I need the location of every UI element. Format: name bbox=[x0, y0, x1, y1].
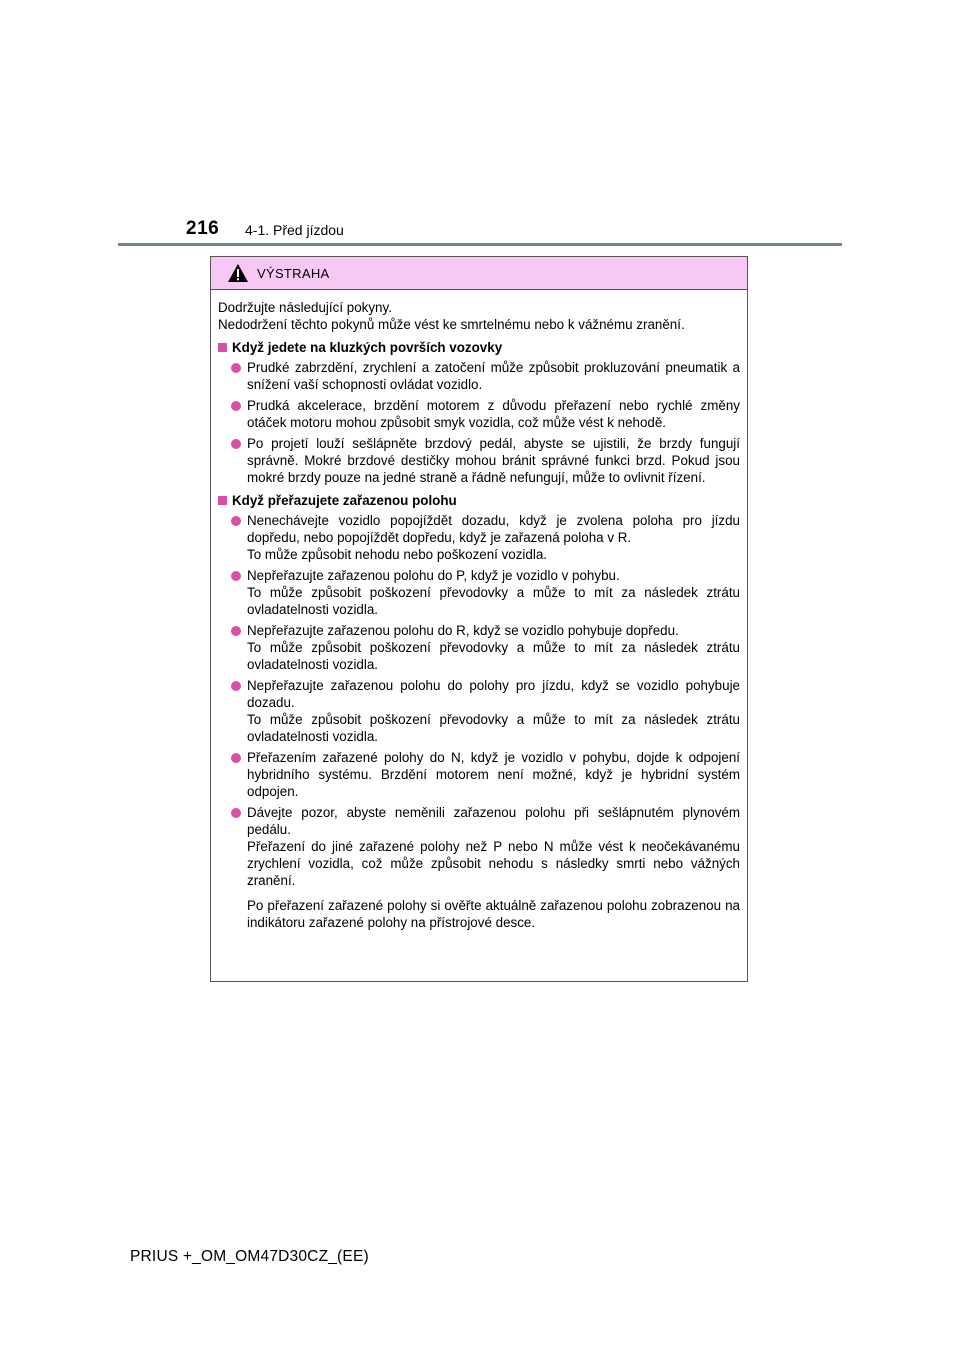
paragraph: To může způsobit poškození převodovky a může to mít za následek ztrátu ovladatelnosti vozidla. bbox=[247, 585, 740, 617]
warning-box bbox=[210, 256, 748, 982]
section-heading bbox=[218, 339, 740, 356]
list-item bbox=[231, 804, 740, 889]
list-item-text bbox=[247, 397, 740, 431]
paragraph: Nenechávejte vozidlo popojíždět dozadu, když je zvolena poloha pro jízdu dopředu, nebo popojíždět dopředu, když je zařazená poloha v R. bbox=[247, 513, 740, 545]
intro-line: Dodržujte následující pokyny. bbox=[218, 300, 392, 315]
list-item-text bbox=[247, 435, 740, 486]
paragraph: Dávejte pozor, abyste neměnili zařazenou polohu při sešlápnutém plynovém pedálu. bbox=[247, 805, 740, 837]
dot-bullet-icon bbox=[231, 439, 241, 449]
paragraph: Nepřeřazujte zařazenou polohu do polohy pro jízdu, když se vozidlo pohybuje dozadu. bbox=[247, 678, 740, 710]
header-rule bbox=[118, 243, 842, 246]
list-item-text bbox=[247, 749, 740, 800]
section-heading-text: Když jedete na kluzkých površích vozovky bbox=[232, 340, 503, 355]
paragraph: Po projetí louží sešlápněte brzdový pedál, abyste se ujistili, že brzdy fungují správně. Mokré brzdové destičky mohou bránit správné funkci brzd. Pokud jsou mokré brzdy pouze na jedné straně a řádně nefungují, může to ovlivnit řízení. bbox=[247, 436, 740, 485]
list-item bbox=[231, 435, 740, 486]
dot-bullet-icon bbox=[231, 363, 241, 373]
list-item-text bbox=[247, 567, 740, 618]
square-bullet-icon bbox=[218, 343, 227, 352]
dot-bullet-icon bbox=[231, 681, 241, 691]
list-item bbox=[231, 677, 740, 745]
footer-document-code: PRIUS +_OM_OM47D30CZ_(EE) bbox=[130, 1248, 369, 1265]
dot-bullet-icon bbox=[231, 401, 241, 411]
list-item bbox=[231, 397, 740, 431]
list-item bbox=[231, 512, 740, 563]
dot-bullet-icon bbox=[231, 571, 241, 581]
paragraph: Nepřeřazujte zařazenou polohu do R, když se vozidlo pohybuje dopředu. bbox=[247, 623, 679, 638]
list-item bbox=[231, 359, 740, 393]
section-heading bbox=[218, 492, 740, 509]
list-item-text bbox=[247, 804, 740, 889]
warning-intro bbox=[218, 299, 740, 333]
section-heading-text: Když přeřazujete zařazenou polohu bbox=[232, 493, 457, 508]
extra-paragraph: Po přeřazení zařazené polohy si ověřte aktuálně zařazenou polohu zobrazenou na indikátoru zařazené polohy na přístrojové desce. bbox=[247, 898, 740, 930]
warning-body bbox=[211, 290, 747, 931]
paragraph: Přeřazením zařazené polohy do N, když je vozidlo v pohybu, dojde k odpojení hybridního systému. Brzdění motorem není možné, když je hybridní systém odpojen. bbox=[247, 750, 740, 799]
section-title: 4-1. Před jízdou bbox=[245, 222, 344, 238]
paragraph: To může způsobit nehodu nebo poškození vozidla. bbox=[247, 547, 548, 562]
dot-bullet-icon bbox=[231, 626, 241, 636]
list-item-text bbox=[247, 622, 740, 673]
intro-line: Nedodržení těchto pokynů může vést ke smrtelnému nebo k vážnému zranění. bbox=[218, 317, 685, 332]
square-bullet-icon bbox=[218, 496, 227, 505]
warning-title: VÝSTRAHA bbox=[257, 265, 330, 281]
dot-bullet-icon bbox=[231, 753, 241, 763]
paragraph: Prudké zabrzdění, zrychlení a zatočení může způsobit prokluzování pneumatik a snížení vaší schopnosti ovládat vozidlo. bbox=[247, 360, 740, 392]
paragraph: To může způsobit poškození převodovky a může to mít za následek ztrátu ovladatelnosti vozidla. bbox=[247, 640, 740, 672]
list-item bbox=[231, 749, 740, 800]
list-item-text bbox=[247, 359, 740, 393]
list-item-text bbox=[247, 512, 740, 563]
warning-header bbox=[211, 257, 747, 290]
dot-bullet-icon bbox=[231, 808, 241, 818]
warning-triangle-icon bbox=[227, 263, 249, 283]
paragraph: Nepřeřazujte zařazenou polohu do P, když je vozidlo v pohybu. bbox=[247, 568, 620, 583]
paragraph: Přeřazení do jiné zařazené polohy než P nebo N může vést k neočekávanému zrychlení vozidla, což může způsobit nehodu s následky smrti nebo vážných zranění. bbox=[247, 839, 740, 888]
page-number: 216 bbox=[186, 218, 220, 239]
paragraph: To může způsobit poškození převodovky a může to mít za následek ztrátu ovladatelnosti vozidla. bbox=[247, 712, 740, 744]
list-item-text bbox=[247, 677, 740, 745]
paragraph: Prudká akcelerace, brzdění motorem z důvodu přeřazení nebo rychlé změny otáček motoru mohou způsobit smyk vozidla, což může vést k nehodě. bbox=[247, 398, 740, 430]
list-item bbox=[231, 567, 740, 618]
list-item bbox=[231, 622, 740, 673]
dot-bullet-icon bbox=[231, 516, 241, 526]
